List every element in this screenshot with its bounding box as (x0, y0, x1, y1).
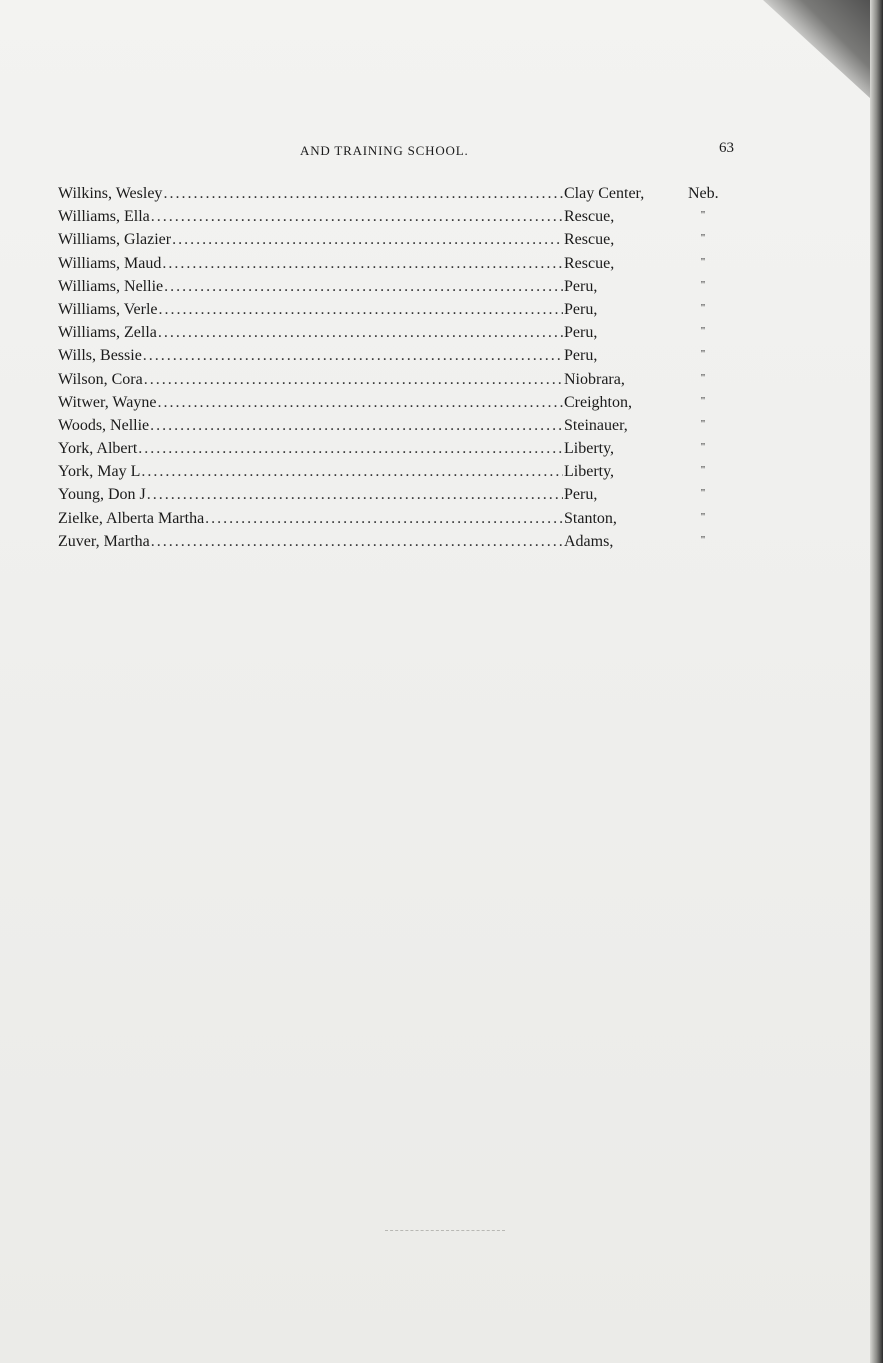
ditto-mark: " (700, 255, 706, 268)
dot-leader (151, 205, 563, 228)
student-name: Williams, Nellie (58, 277, 164, 295)
ditto-mark: " (700, 348, 706, 361)
roster-row (58, 344, 718, 367)
dot-leader (143, 344, 563, 367)
town-name: Rescue, (564, 208, 615, 226)
town-name: Peru, (564, 277, 598, 295)
student-name: Williams, Verle (58, 300, 158, 318)
town-name: Peru, (564, 324, 598, 342)
student-name: Woods, Nellie (58, 416, 150, 434)
ditto-mark: " (700, 441, 706, 454)
ditto-mark: " (700, 487, 706, 500)
town-name: Niobrara, (564, 370, 625, 388)
ditto-mark: " (700, 301, 706, 314)
student-name: Witwer, Wayne (58, 393, 157, 411)
ditto-mark: " (700, 232, 706, 245)
town-name: Creighton, (564, 393, 632, 411)
roster-row (58, 437, 718, 460)
dot-leader (141, 460, 563, 483)
dot-leader (151, 530, 563, 553)
ditto-mark: " (700, 371, 706, 384)
student-name: Zielke, Alberta Martha (58, 509, 205, 527)
ditto-mark: " (700, 417, 706, 430)
town-name: Rescue, (564, 231, 615, 249)
town-name: Rescue, (564, 254, 615, 272)
dot-leader (138, 437, 563, 460)
ditto-mark: " (700, 533, 706, 546)
ditto-mark: " (700, 464, 706, 477)
page-number: 63 (719, 140, 734, 156)
dot-leader (150, 414, 563, 437)
ditto-mark: " (700, 278, 706, 291)
student-name: York, Albert (58, 440, 138, 458)
ditto-mark: " (700, 510, 706, 523)
dot-leader (164, 275, 563, 298)
student-name: Wilson, Cora (58, 370, 143, 388)
student-name: Williams, Ella (58, 208, 150, 226)
dot-leader (205, 507, 563, 530)
town-name: Peru, (564, 347, 598, 365)
roster-row (58, 298, 718, 321)
scan-smudge (385, 1230, 505, 1232)
roster-row (58, 228, 718, 251)
student-name: Zuver, Martha (58, 532, 150, 550)
town-name: Liberty, (564, 440, 615, 458)
town-name: Stanton, (564, 509, 617, 527)
town-name: Peru, (564, 486, 598, 504)
dot-leader (147, 483, 563, 506)
student-roster (58, 182, 718, 553)
town-name: Adams, (564, 532, 614, 550)
student-name: York, May L (58, 463, 141, 481)
town-name: Liberty, (564, 463, 615, 481)
ditto-mark: " (700, 209, 706, 222)
student-name: Williams, Glazier (58, 231, 172, 249)
roster-row (58, 252, 718, 275)
roster-row (58, 182, 718, 205)
roster-row (58, 530, 718, 553)
town-name: Peru, (564, 300, 598, 318)
ditto-mark: " (700, 394, 706, 407)
dot-leader (163, 182, 563, 205)
running-head: AND TRAINING SCHOOL. (300, 143, 469, 158)
student-name: Young, Don J (58, 486, 146, 504)
roster-row (58, 483, 718, 506)
roster-row (58, 368, 718, 391)
town-name: Clay Center, (564, 185, 645, 202)
dot-leader (162, 252, 563, 275)
student-name: Wills, Bessie (58, 347, 142, 365)
page-edge-shadow (870, 0, 883, 1363)
dot-leader (172, 228, 563, 251)
roster-row (58, 275, 718, 298)
student-name: Williams, Zella (58, 324, 157, 342)
roster-row (58, 391, 718, 414)
dot-leader (157, 391, 563, 414)
roster-row (58, 414, 718, 437)
dot-leader (144, 368, 563, 391)
ditto-mark: " (700, 325, 706, 338)
town-name: Steinauer, (564, 416, 628, 434)
student-name: Williams, Maud (58, 254, 162, 272)
roster-row (58, 460, 718, 483)
dot-leader (158, 298, 563, 321)
roster-row (58, 321, 718, 344)
student-name: Wilkins, Wesley (58, 185, 163, 202)
roster-row (58, 205, 718, 228)
dot-leader (158, 321, 563, 344)
state-abbrev: Neb. (688, 185, 719, 202)
roster-row (58, 507, 718, 530)
